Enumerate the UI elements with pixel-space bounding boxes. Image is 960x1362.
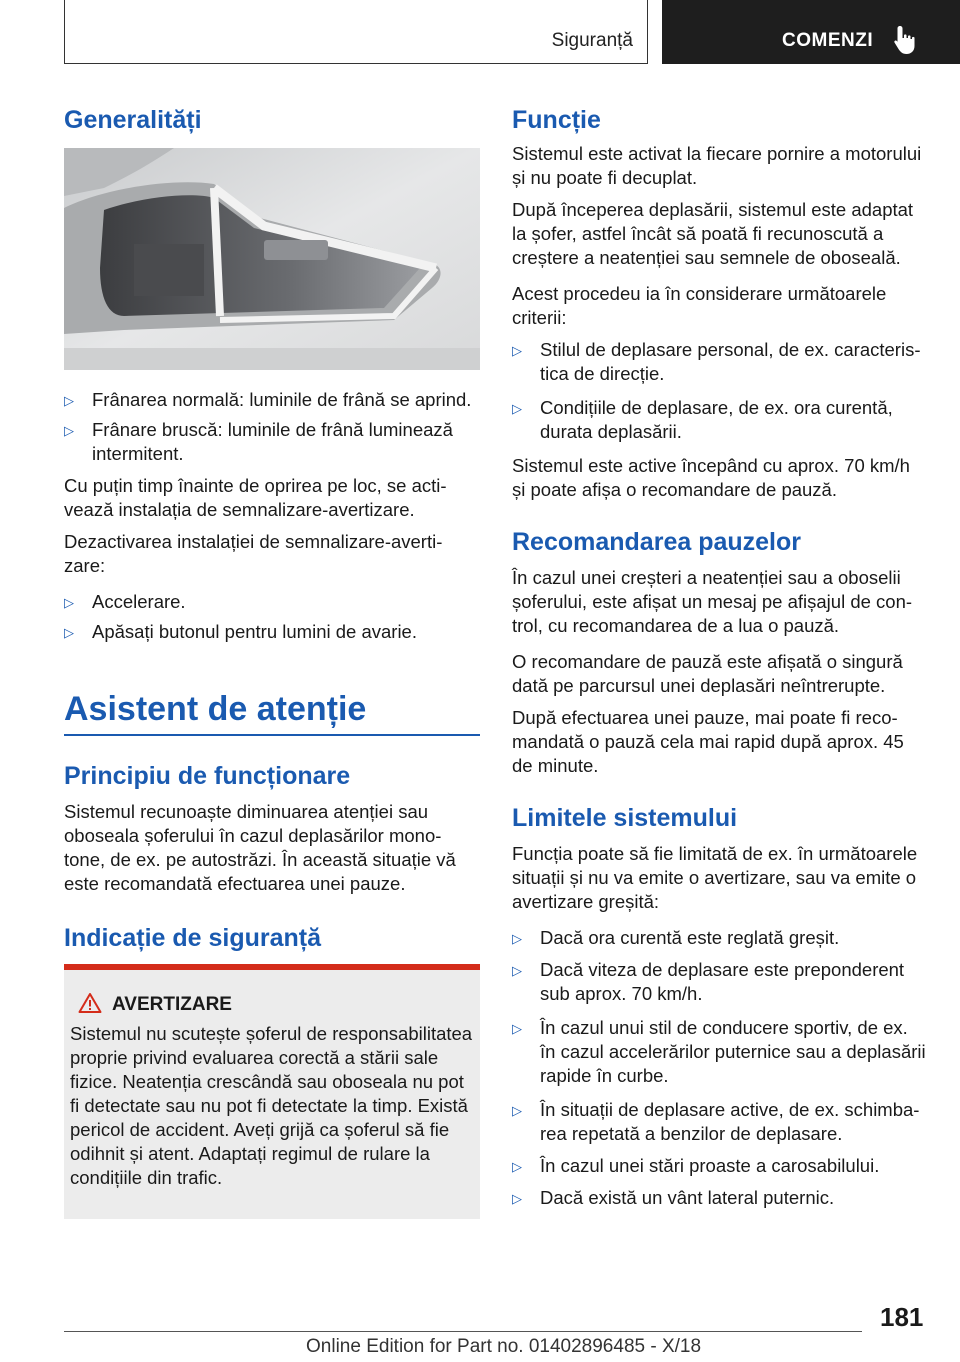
section-title-function: Funcție	[512, 106, 601, 134]
paragraph: Acest procedeu ia în considerare următoarele criterii:	[512, 283, 887, 328]
triangle-right-icon: ▷	[512, 1191, 522, 1206]
triangle-right-icon: ▷	[512, 1021, 522, 1036]
page-number: 181	[880, 1302, 924, 1332]
list-item	[512, 1154, 928, 1178]
section-tab-label: Siguranță	[551, 30, 633, 51]
triangle-right-icon: ▷	[512, 931, 522, 946]
triangle-right-icon: ▷	[64, 595, 74, 610]
list-item-text: În cazul unei stări proaste a carosabilului.	[540, 1155, 880, 1176]
paragraph: În cazul unei creșteri a neatenției sau a oboselii șoferului, este afișat un mesaj pe afișajul de control, cu recomandarea de a lua o pauză.	[512, 567, 913, 636]
warning-box	[64, 964, 480, 1219]
section-title-principle: Principiu de funcționare	[64, 762, 351, 790]
chapter-divider	[64, 734, 480, 736]
list-item	[512, 926, 928, 950]
triangle-right-icon: ▷	[512, 401, 522, 416]
list-item-text: În situații de deplasare active, de ex. schimbarea repetată a benzilor de deplasare.	[540, 1099, 920, 1144]
list-item	[64, 388, 480, 412]
list-item-text: În cazul unui stil de conducere sportiv, de ex. în cazul accelerărilor puternice sau a deplasării rapide în curbe.	[540, 1017, 926, 1086]
list-item	[512, 1016, 928, 1088]
list-item-text: Stilul de deplasare personal, de ex. caracteristica de direcție.	[540, 339, 921, 384]
list-item	[512, 338, 928, 386]
warning-text: Sistemul nu scutește șoferul de responsabilitatea proprie privind evaluarea corectă a stării sale fizice. Neatenția crescândă sau oboseala nu pot fi detectate sau nu pot fi detectate la timp. Există pericol de accident. Aveți grijă ca șoferul să fie odihnit și atent. Adaptați regimul de rulare la condițiile din trafic.	[70, 1023, 473, 1188]
edition-footer: Online Edition for Part no. 01402896485 - X/18	[306, 1336, 702, 1357]
paragraph: După efectuarea unei pauze, mai poate fi recomandată o pauză cela mai rapid după aprox. 45 de minute.	[512, 707, 904, 776]
section-title-recommendation: Recomandarea pauzelor	[512, 528, 801, 556]
list-item-text: Frânare bruscă: luminile de frână luminează intermitent.	[92, 419, 453, 464]
list-item-text: Condițiile de deplasare, de ex. ora curentă, durata deplasării.	[540, 397, 893, 442]
section-tab[interactable]	[64, 0, 648, 64]
active-tab[interactable]	[662, 0, 960, 64]
triangle-right-icon: ▷	[64, 393, 74, 408]
paragraph: O recomandare de pauză este afișată o singură dată pe parcursul unei deplasări neîntrerupte.	[512, 651, 903, 696]
paragraph: Cu puțin timp înainte de oprirea pe loc, se activează instalația de semnalizare-avertizare.	[64, 475, 447, 520]
paragraph: Sistemul recunoaște diminuarea atenției sau oboseala șoferului în cazul deplasărilor monotone, de ex. pe autostrăzi. În această situație vă este recomandată efectuarea unei pauze.	[64, 801, 456, 894]
list-item	[512, 1098, 928, 1146]
triangle-right-icon: ▷	[64, 423, 74, 438]
list-item-text: Dacă viteza de deplasare este preponderent sub aprox. 70 km/h.	[540, 959, 905, 1004]
list-item	[64, 418, 480, 466]
active-tab-label: COMENZI	[782, 30, 874, 51]
list-item	[64, 620, 480, 644]
paragraph: După începerea deplasării, sistemul este adaptat la șofer, astfel încât să poată fi recunoscută a creștere a neatenției sau semnele de oboseală.	[512, 199, 914, 268]
section-title-general: Generalități	[64, 106, 202, 134]
tail-light-photo	[64, 148, 480, 370]
list-item	[512, 958, 928, 1006]
paragraph: Dezactivarea instalației de semnalizare-avertizare:	[64, 531, 443, 576]
section-title-limits: Limitele sistemului	[512, 804, 738, 832]
warning-triangle-icon	[78, 992, 102, 1014]
paragraph: Funcția poate să fie limitată de ex. în următoarele situații și nu va emite o avertizare, sau va emite o avertizare greșită:	[512, 843, 918, 912]
triangle-right-icon: ▷	[512, 343, 522, 358]
warning-label: AVERTIZARE	[112, 994, 232, 1015]
list-item-text: Dacă există un vânt lateral puternic.	[540, 1187, 835, 1208]
list-item	[512, 396, 928, 444]
footer-divider	[64, 1331, 862, 1332]
section-title-safety: Indicație de siguranță	[64, 924, 322, 952]
list-item-text: Dacă ora curentă este reglată greșit.	[540, 927, 840, 948]
tail-light-image	[64, 148, 480, 370]
paragraph: Sistemul este active începând cu aprox. 70 km/h și poate afișa o recomandare de pauză.	[512, 455, 910, 500]
triangle-right-icon: ▷	[512, 1159, 522, 1174]
pointing-hand-icon	[892, 24, 920, 56]
chapter-title: Asistent de atenție	[64, 690, 367, 728]
triangle-right-icon: ▷	[512, 1103, 522, 1118]
list-item-text: Apăsați butonul pentru lumini de avarie.	[92, 621, 417, 642]
list-item-text: Accelerare.	[92, 591, 186, 612]
triangle-right-icon: ▷	[64, 625, 74, 640]
list-item	[512, 1186, 928, 1210]
list-item	[64, 590, 480, 614]
list-item-text: Frânarea normală: luminile de frână se aprind.	[92, 389, 472, 410]
triangle-right-icon: ▷	[512, 963, 522, 978]
paragraph: Sistemul este activat la fiecare pornire a motorului și nu poate fi decuplat.	[512, 143, 922, 188]
